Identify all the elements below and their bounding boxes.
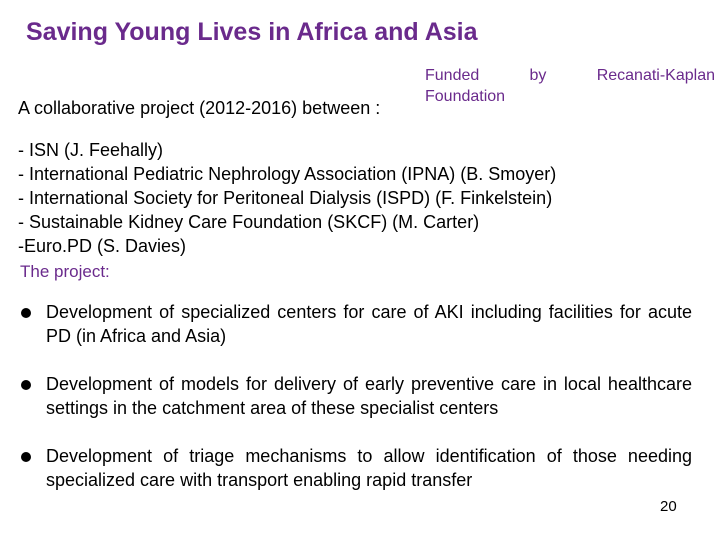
sponsor-suffix: Foundation [425,88,506,105]
bullet-text: Development of specialized centers for care of AKI including facilities for acute PD (in Africa and Asia) [46,302,692,346]
project-bullet [20,300,692,348]
partner-item: - ISN (J. Feehally) [18,140,164,160]
bullet-dot-icon [21,380,31,390]
bullet-text: Development of models for delivery of early preventive care in local healthcare settings in the catchment area of these specialist centers [46,374,692,418]
collaboration-intro: A collaborative project (2012-2016) between : [18,98,381,118]
partner-item: - Sustainable Kidney Care Foundation (SKCF) (M. Carter) [18,212,480,232]
slide-title: Saving Young Lives in Africa and Asia [26,18,478,46]
project-bullet [20,444,692,492]
bullet-text: Development of triage mechanisms to allow identification of those needing specialized care with transport enabling rapid transfer [46,446,692,490]
partner-list [18,138,556,258]
partner-item: - International Pediatric Nephrology Association (IPNA) (B. Smoyer) [18,164,557,184]
page-number: 20 [660,498,677,515]
by-word: by [529,67,547,84]
sponsor-name: Recanati-Kaplan [596,67,715,84]
project-label: The project: [20,262,110,281]
partner-item: -Euro.PD (S. Davies) [18,236,187,256]
funding-note [425,65,715,107]
partner-item: - International Society for Peritoneal Dialysis (ISPD) (F. Finkelstein) [18,188,553,208]
project-bullet [20,372,692,420]
funded-word: Funded [425,67,480,84]
project-bullet-list [20,300,692,492]
bullet-dot-icon [21,308,31,318]
bullet-dot-icon [21,452,31,462]
